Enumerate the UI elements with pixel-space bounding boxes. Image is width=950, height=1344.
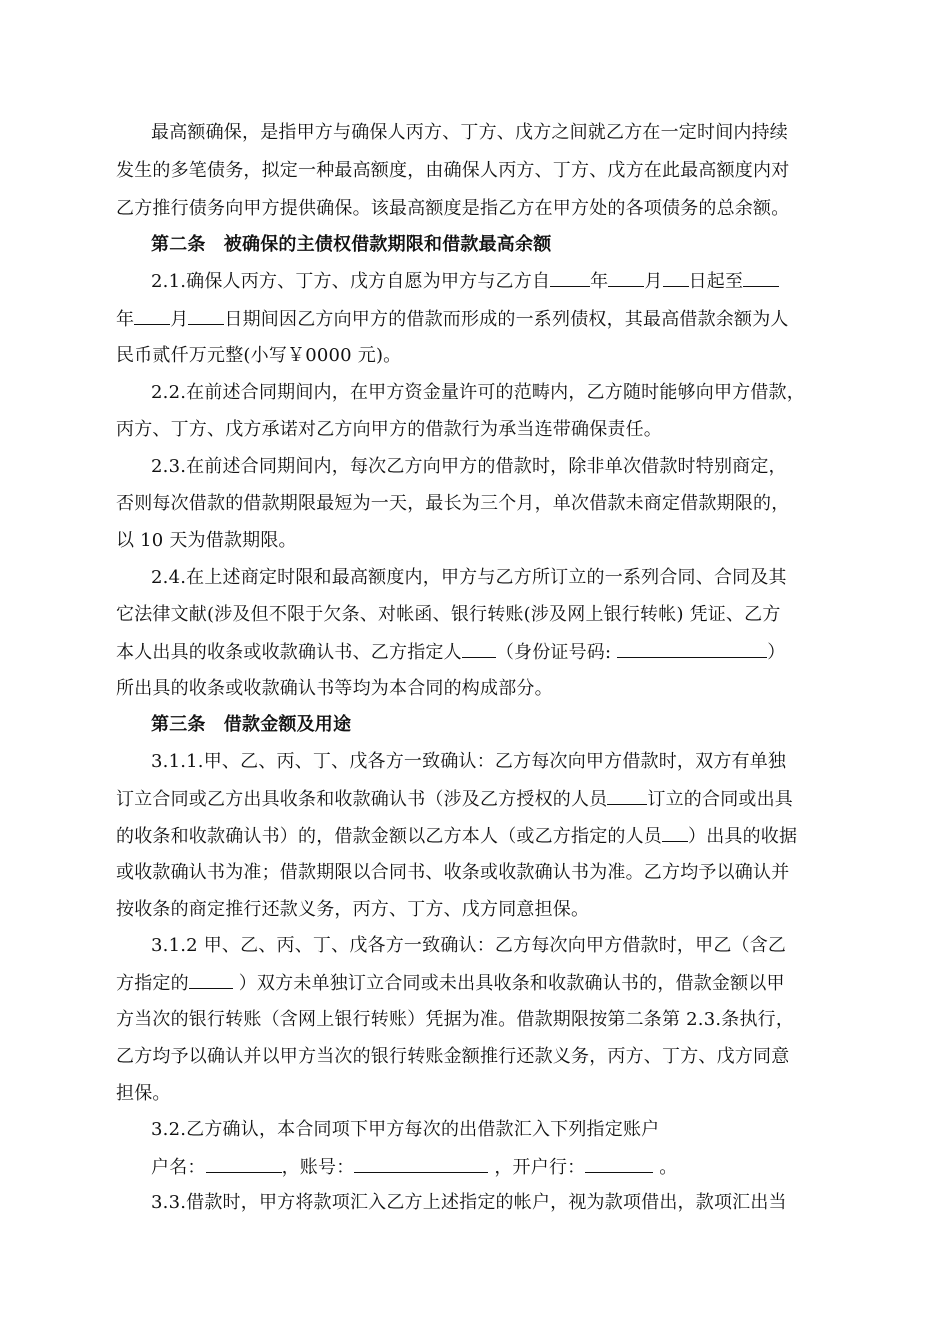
text-segment: ）出具的收据 (688, 826, 798, 847)
clause-3-2-line: 3.2.乙方确认，本合同项下甲方每次的出借款汇入下列指定账户 (151, 1119, 660, 1140)
paragraph-line: 最高额确保，是指甲方与确保人丙方、丁方、戊方之间就乙方在一定时间内持续 (151, 122, 788, 143)
fill-blank (585, 1154, 653, 1173)
clause-3-1-2-line (116, 970, 826, 997)
clause-3-1-2-line: 乙方均予以确认并以甲方当次的银行转账金额推行还款义务，丙方、丁方、戊方同意 (116, 1046, 790, 1067)
text-segment: 年 (590, 271, 609, 292)
text-segment: 月 (170, 309, 189, 330)
clause-3-1-2-line: 方当次的银行转账（含网上银行转账）凭据为准。借款期限按第二条第 2.3.条执行， (116, 1009, 795, 1030)
text-segment: ）双方未单独订立合同或未出具收条和收款确认书的，借款金额以甲 (232, 973, 785, 994)
clause-2-2-line: 丙方、丁方、戊方承诺对乙方向甲方的借款行为承当连带确保责任。 (116, 419, 662, 440)
clause-2-1-line (116, 306, 826, 333)
paragraph-line: 发生的多笔债务，拟定一种最高额度，由确保人丙方、丁方、戊方在此最高额度内对 (116, 160, 790, 181)
fill-blank (189, 970, 233, 989)
fill-blank (206, 1154, 282, 1173)
clause-3-1-1-line: 按收条的商定推行还款义务，丙方、丁方、戊方同意担保。 (116, 899, 590, 920)
fill-blank (663, 268, 689, 287)
clause-2-4-line (116, 639, 826, 666)
fill-blank (662, 823, 688, 842)
text-segment: 2.1.确保人丙方、丁方、戊方自愿为甲方与乙方自 (151, 271, 551, 292)
fill-blank (617, 639, 767, 658)
clause-3-2-account-line (151, 1154, 826, 1181)
clause-3-3-line: 3.3.借款时，甲方将款项汇入乙方上述指定的帐户，视为款项借出，款项汇出当 (151, 1192, 787, 1213)
clause-2-3-line: 2.3.在前述合同期间内，每次乙方向甲方的借款时，除非单次借款时特别商定， (151, 456, 787, 477)
clause-3-1-1-line: 或收款确认书为准；借款期限以合同书、收条或收款确认书为准。乙方均予以确认并 (116, 862, 790, 883)
account-number-label: ，账号： (281, 1157, 355, 1178)
text-segment: 订立的合同或出具 (647, 789, 794, 810)
text-segment: 。 (653, 1157, 678, 1178)
clause-2-4-line: 它法律文献(涉及但不限于欠条、对帐函、银行转账(涉及网上银行转帐) 凭证、乙方 (116, 604, 781, 625)
fill-blank (188, 306, 224, 325)
text-segment: 年 (116, 309, 135, 330)
text-segment: 日期间因乙方向甲方的借款而形成的一系列债权，其最高借款余额为人 (224, 309, 789, 330)
clause-3-1-1-line (116, 786, 826, 813)
account-name-label: 户名： (151, 1157, 206, 1178)
clause-2-4-line: 2.4.在上述商定时限和最高额度内，甲方与乙方所订立的一系列合同、合同及其 (151, 567, 787, 588)
text-segment: 订立合同或乙方出具收条和收款确认书（涉及乙方授权的人员 (116, 789, 608, 810)
fill-blank (608, 268, 644, 287)
clause-2-1-line (151, 268, 826, 295)
fill-blank (134, 306, 170, 325)
text-segment: ） (767, 642, 786, 663)
text-segment: 日起至 (688, 271, 744, 292)
fill-blank (743, 268, 779, 287)
article-heading: 第二条 被确保的主债权借款期限和借款最高余额 (151, 234, 552, 255)
clause-3-1-2-line: 担保。 (116, 1083, 171, 1104)
clause-3-1-1-line (116, 823, 826, 850)
clause-2-1-line: 民币贰仟万元整(小写￥0000 元)。 (116, 345, 402, 366)
clause-2-4-line: 所出具的收条或收款确认书等均为本合同的构成部分。 (116, 678, 553, 699)
fill-blank (607, 786, 647, 805)
bank-label: ，开户行： (488, 1157, 586, 1178)
clause-3-1-1-line: 3.1.1.甲、乙、丙、丁、戊各方一致确认：乙方每次向甲方借款时，双方有单独 (151, 751, 787, 772)
clause-3-1-2-line: 3.1.2 甲、乙、丙、丁、戊各方一致确认：乙方每次向甲方借款时，甲乙（含乙 (151, 935, 787, 956)
paragraph-line: 乙方推行债务向甲方提供确保。该最高额度是指乙方在甲方处的各项债务的总余额。 (116, 198, 790, 219)
article-heading: 第三条 借款金额及用途 (151, 714, 352, 735)
clause-2-3-line: 以 10 天为借款期限。 (116, 530, 297, 551)
fill-blank (550, 268, 590, 287)
text-segment: （身份证号码: (495, 642, 618, 663)
fill-blank (354, 1154, 488, 1173)
text-segment: 月 (644, 271, 663, 292)
text-segment: 方指定的 (116, 973, 189, 994)
text-segment: 本人出具的收条或收款确认书、乙方指定人 (116, 642, 462, 663)
clause-2-3-line: 否则每次借款的借款期限最短为一天，最长为三个月，单次借款未商定借款期限的， (116, 493, 790, 514)
text-segment: 的收条和收款确认书）的，借款金额以乙方本人（或乙方指定的人员 (116, 826, 662, 847)
fill-blank (462, 639, 496, 658)
clause-2-2-line: 2.2.在前述合同期间内，在甲方资金量许可的范畴内，乙方随时能够向甲方借款， (151, 382, 805, 403)
